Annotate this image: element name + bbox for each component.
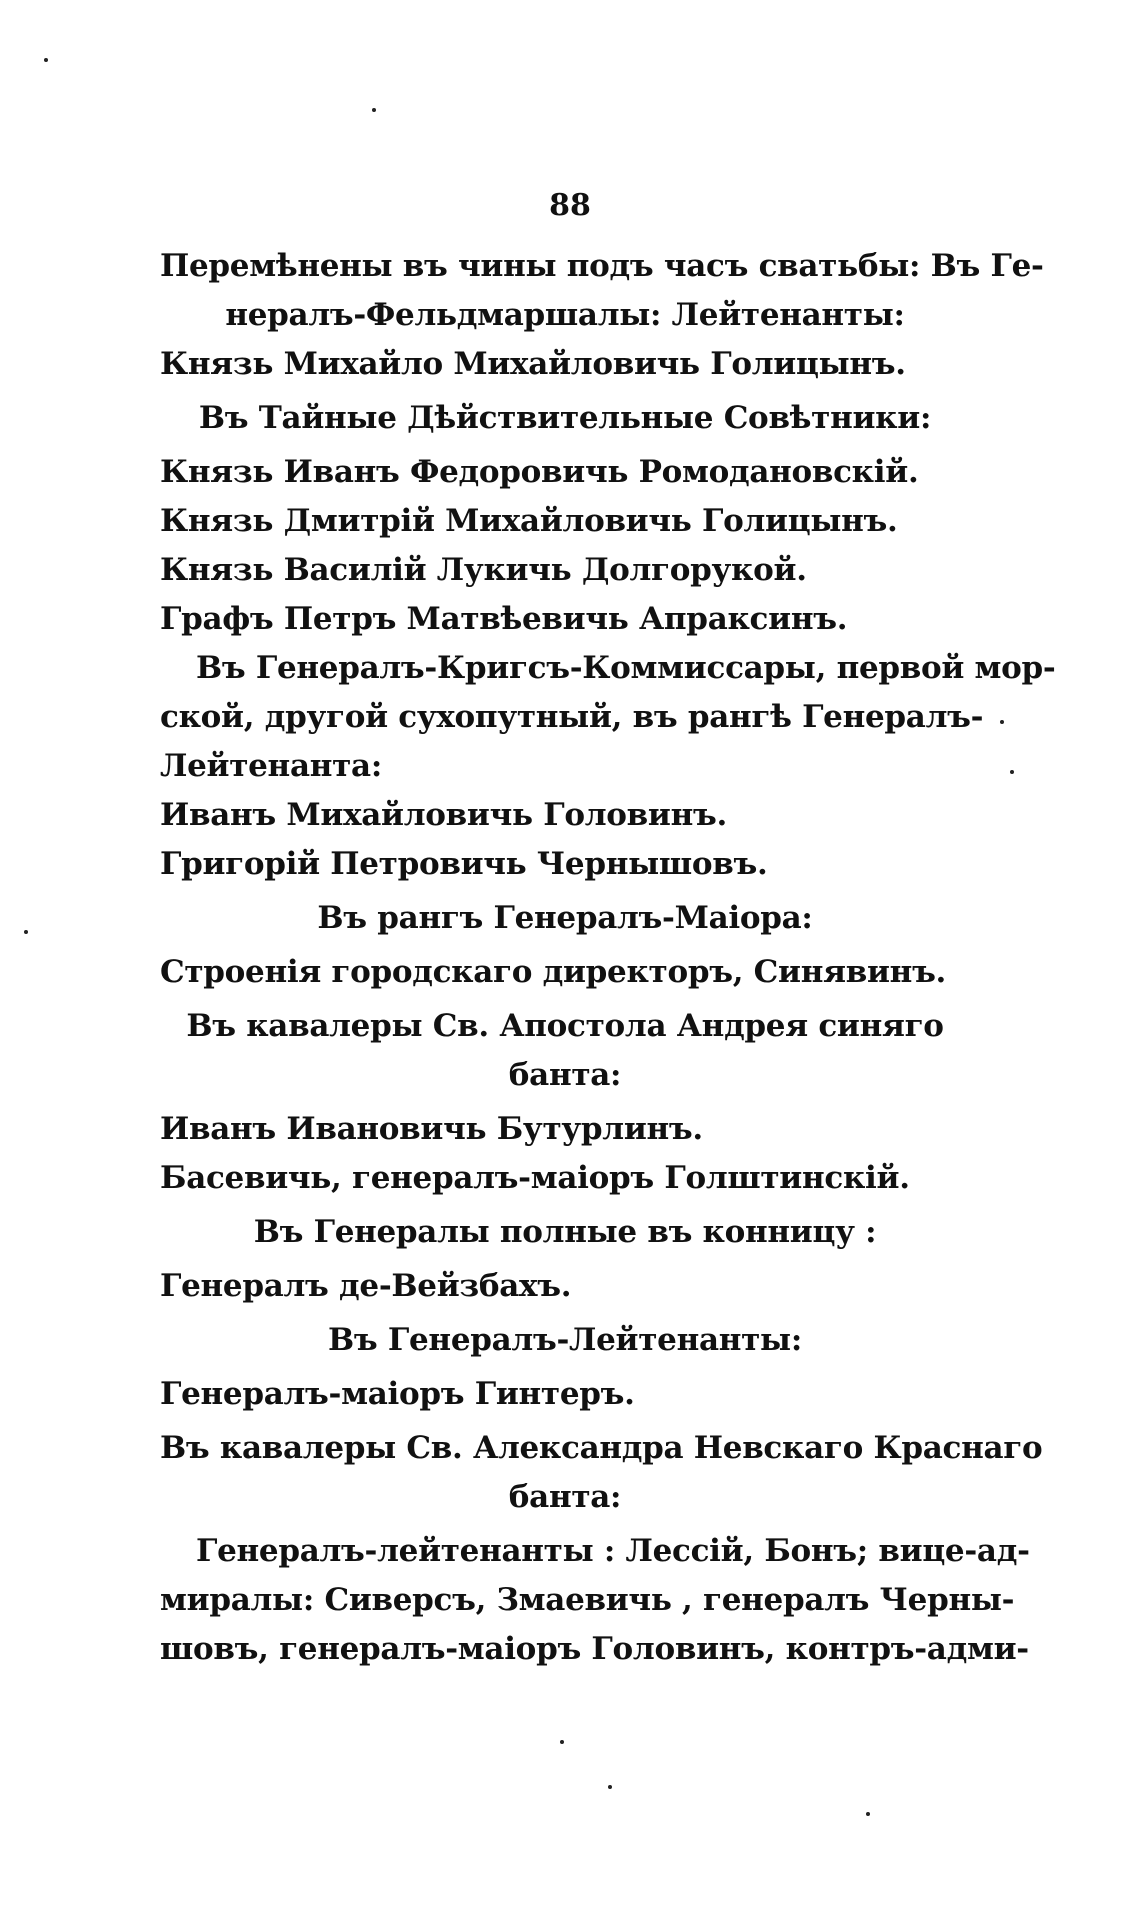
scan-speck — [24, 930, 28, 934]
section-heading: Въ кавалеры Св. Александра Невскаго Краснаго — [160, 1430, 1043, 1466]
text-line: Григорій Петровичь Чернышовъ. — [160, 846, 768, 882]
scan-speck — [1010, 770, 1014, 774]
section-heading: банта: — [508, 1479, 622, 1515]
text-line: Строенія городскаго директоръ, Синявинъ. — [160, 954, 947, 990]
scan-speck — [608, 1785, 612, 1789]
scan-speck — [1000, 720, 1004, 724]
section-heading: Въ Тайные Дѣйствительные Совѣтники: — [198, 400, 932, 436]
text-line: Иванъ Ивановичь Бутурлинъ. — [160, 1111, 703, 1147]
text-line: Генералъ-маіоръ Гинтеръ. — [160, 1376, 635, 1412]
section-heading: Въ Генералы полные въ конницу : — [253, 1214, 877, 1250]
text-line: Басевичь, генералъ-маіоръ Голштинскій. — [160, 1160, 910, 1196]
scan-speck — [866, 1812, 870, 1816]
text-line: Иванъ Михайловичь Головинъ. — [160, 797, 727, 833]
page-number: 88 — [549, 188, 591, 223]
text-line: нералъ-Фельдмаршалы: Лейтенанты: — [225, 297, 905, 333]
text-line: Графъ Петръ Матвѣевичь Апраксинъ. — [160, 601, 848, 637]
text-line: ской, другой сухопутный, въ рангѣ Генералъ- — [160, 699, 984, 735]
text-line: Князь Михайло Михайловичь Голицынъ. — [160, 346, 906, 382]
text-line: шовъ, генералъ-маіоръ Головинъ, контръ-адми- — [160, 1631, 1029, 1667]
text-line: Перемѣнены въ чины подъ часъ сватьбы: Въ Ге- — [160, 248, 1044, 284]
section-heading: банта: — [508, 1057, 622, 1093]
text-line: Лейтенанта: — [160, 748, 382, 784]
text-line: Князь Иванъ Федоровичь Ромодановскій. — [160, 454, 919, 490]
section-heading: Въ Генералъ-Лейтенанты: — [328, 1322, 802, 1358]
text-line: Въ Генералъ-Кригсъ-Коммиссары, первой мор- — [196, 650, 1056, 686]
text-line: Генералъ-лейтенанты : Лессій, Бонъ; вице-ад- — [196, 1533, 1030, 1569]
text-line: миралы: Сиверсъ, Змаевичь , генералъ Черны- — [160, 1582, 1015, 1618]
section-heading: Въ кавалеры Св. Апостола Андрея синяго — [186, 1008, 944, 1044]
section-heading: Въ рангъ Генералъ-Маіора: — [317, 900, 813, 936]
scan-speck — [44, 58, 48, 62]
text-line: Князь Василій Лукичь Долгорукой. — [160, 552, 807, 588]
scan-speck — [372, 108, 376, 112]
text-line: Генералъ де-Вейзбахъ. — [160, 1268, 572, 1304]
text-line: Князь Дмитрій Михайловичь Голицынъ. — [160, 503, 898, 539]
scan-speck — [560, 1740, 564, 1744]
